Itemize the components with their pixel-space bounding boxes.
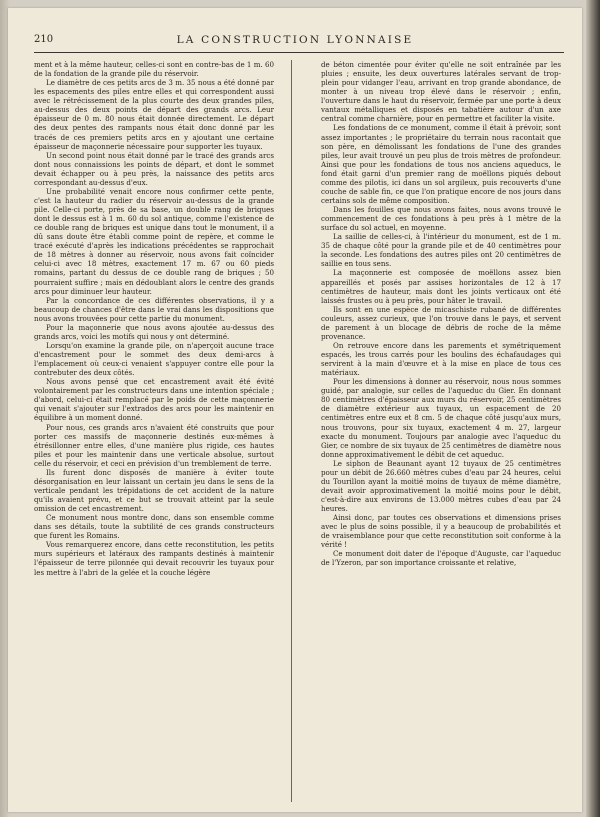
paragraph: de béton cimentée pour éviter qu'elle ne soit entraînée par les pluies ; ensuite, les deux ouvertures latérales servant de trop-plein pour vidanger l'eau, arrivant en trop grande abondance, de monter à un niveau trop élevé dans le réservoir ; enfin, l'ouverture dans le haut du réservoir, fermée par une porte à deux vantaux métalliques et disposés en tabatière autour d'un axe central comme charnière, pour en permettre et faciliter la visite. xyxy=(321,60,561,124)
paragraph: Lorsqu'on examine la grande pile, on n'aperçoit aucune trace d'encastrement pour le sommet des deux demi-arcs à l'emplacement où ceux-ci venaient s'appuyer contre elle pour la contrebuter des deux côtés. xyxy=(34,340,274,378)
paragraph: Ils sont en une espèce de micaschiste rubané de différentes couleurs, assez curieux, que l'on trouve dans le pays, et servent de parement à un blocage de débris de roche de la même provenance. xyxy=(321,304,561,341)
paragraph: Dans les fouilles que nous avons faites, nous avons trouvé le commencement de ces fondations à peu près à 1 mètre de la surface du sol actuel, en moyenne. xyxy=(321,205,561,233)
left-column xyxy=(34,60,274,804)
page-header xyxy=(8,34,582,48)
paragraph: Ce monument nous montre donc, dans son ensemble comme dans ses détails, toute la subtilité de ces grands constructeurs que furent les Romains. xyxy=(34,513,274,541)
paragraph: Par la concordance de ces différentes observations, il y a beaucoup de chances d'être dans le vrai dans les dispositions que nous avons trouvées pour cette partie du monument. xyxy=(34,295,274,323)
paragraph: Vous remarquerez encore, dans cette reconstitution, les petits murs supérieurs et latéraux des rampants destinés à maintenir l'épaisseur de terre pilonnée qui devait recouvrir les tuyaux pour les mettre à l'abri de la gelée et la couche légère xyxy=(34,540,274,577)
page-number: 210 xyxy=(34,34,54,45)
paragraph: Pour la maçonnerie que nous avons ajoutée au-dessus des grands arcs, voici les motifs qui nous y ont déterminé. xyxy=(34,322,274,341)
paragraph: Pour nous, ces grands arcs n'avaient été construits que pour porter ces massifs de maçonnerie destinés eux-mêmes à étrésillonner entre elles, d'une manière plus rigide, ces hautes piles et pour les maintenir dans une verticale absolue, surtout celle du réservoir, et ceci en prévision d'un tremblement de terre. xyxy=(34,422,274,468)
paragraph: Le siphon de Beaunant ayant 12 tuyaux de 25 centimètres pour un débit de 26.660 mètres cubes d'eau par 24 heures, celui du Tourillon ayant la moitié moins de tuyaux de même diamètre, devait avoir approximativement la moitié moins pour le débit, c'est-à-dire aux environs de 13.000 mètres cubes d'eau par 24 heures. xyxy=(321,458,561,514)
paragraph: Nous avons pensé que cet encastrement avait été évité volontairement par les constructeurs dans une intention spéciale ; d'abord, celui-ci était remplacé par le poids de cette maçonnerie qui venait s'ajouter sur l'extrados des arcs pour les maintenir en équilibre à un moment donné. xyxy=(34,377,274,423)
magazine-page xyxy=(8,8,582,812)
paragraph: Une probabilité venait encore nous confirmer cette pente, c'est la hauteur du radier du réservoir au-dessus de la grande pile. Celle-ci porte, près de sa base, un double rang de briques dont le dessus est à 1 m. 60 du sol antique, comme l'existence de ce double rang de briques est unique dans tout le monument, il a dû sans doute être établi comme point de repère, et comme le tracé exécuté d'après les indications précédentes se rapprochait de 18 mètres à donner au réservoir, nous avons fait coïncider celui-ci avec 18 mètres, exactement 17 m. 67 ou 60 pieds romains, partant du dessus de ce double rang de briques ; 50 pourraient suffire ; mais en dédoublant alors le centre des grands arcs pour diminuer leur hauteur. xyxy=(34,186,274,296)
paragraph: Les fondations de ce monument, comme il était à prévoir, sont assez importantes ; le propriétaire du terrain nous racontait que son père, en démolissant les fondations de l'une des grandes piles, leur avait trouvé un peu plus de trois mètres de profondeur. Ainsi que pour les fondations de tous nos anciens aqueducs, le fond était garni d'un premier rang de moëllons piqués debout comme des pilotis, ici dans un sol argileux, puis recouverts d'une couche de sable fin, ce que l'on pratique encore de nos jours dans certains sols de même composition. xyxy=(321,123,561,205)
right-column xyxy=(321,60,561,804)
paragraph: ment et à la même hauteur, celles-ci sont en contre-bas de 1 m. 60 de la fondation de la grande pile du réservoir. xyxy=(34,60,274,79)
running-title: LA CONSTRUCTION LYONNAISE xyxy=(176,34,414,46)
header-rule xyxy=(34,52,564,53)
paragraph: Pour les dimensions à donner au réservoir, nous nous sommes guidé, par analogie, sur celles de l'aqueduc du Gier. En donnant 80 centimètres d'épaisseur aux murs du réservoir, 25 centimètres de diamètre extérieur aux tuyaux, un espacement de 20 centimètres entre eux et 8 cm. 5 de chaque côté jusqu'aux murs, nous trouvons, pour six tuyaux, exactement 4 m. 27, largeur exacte du monument. Toujours par analogie avec l'aqueduc du Gier, ce nombre de six tuyaux de 25 centimètres de diamètre nous donne approximativement le débit de cet aqueduc. xyxy=(321,377,561,459)
paragraph: Ainsi donc, par toutes ces observations et dimensions prises avec le plus de soins possible, il y a beaucoup de probabilités et de vraisemblance pour que cette reconstitution soit conforme à la vérité ! xyxy=(321,513,561,550)
paragraph: Le diamètre de ces petits arcs de 3 m. 35 nous a été donné par les espacements des piles entre elles et qui correspondent aussi avec le rétrécissement de la plus courte des deux grandes piles, au-dessus des deux points de départ des grands arcs. Leur épaisseur de 0 m. 80 nous était donnée directement. Le départ des deux pentes des rampants nous était donc donné par les tracés de ces premiers petits arcs en y ajoutant une certaine épaisseur de maçonnerie nécessaire pour supporter les tuyaux. xyxy=(34,78,274,151)
scan-right-edge xyxy=(586,0,600,817)
paragraph: Un second point nous était donné par le tracé des grands arcs dont nous connaissions les points de départ, et dont le sommet devait échapper ou à peu près, la naissance des petits arcs correspondant au-dessus d'eux. xyxy=(34,150,274,187)
column-divider xyxy=(291,60,292,802)
paragraph: Ils furent donc disposés de manière à éviter toute désorganisation en leur laissant un certain jeu dans le sens de la verticale pendant les trépidations de cet accident de la nature qu'ils avaient prévu, et ce but se trouvait atteint par la seule omission de cet encastrement. xyxy=(34,467,274,514)
paragraph: La saillie de celles-ci, à l'intérieur du monument, est de 1 m. 35 de chaque côté pour la grande pile et de 40 centimètres pour la seconde. Les fondations des autres piles ont 20 centimètres de saillie en tous sens. xyxy=(321,232,561,269)
paragraph: Ce monument doit dater de l'époque d'Auguste, car l'aqueduc de l'Yzeron, par son importance croissante et relative, xyxy=(321,549,561,568)
paragraph: On retrouve encore dans les parements et symétriquement espacés, les trous carrés pour les boulins des échafaudages qui servirent à la main d'œuvre et à la mise en place de tous ces matériaux. xyxy=(321,340,561,378)
paragraph: La maçonnerie est composée de moëllons assez bien appareillés et posés par assises horizontales de 12 à 17 centimètres de hauteur, mais dont les joints verticaux ont été laissés frustes ou à peu près, pour hâter le travail. xyxy=(321,268,561,305)
